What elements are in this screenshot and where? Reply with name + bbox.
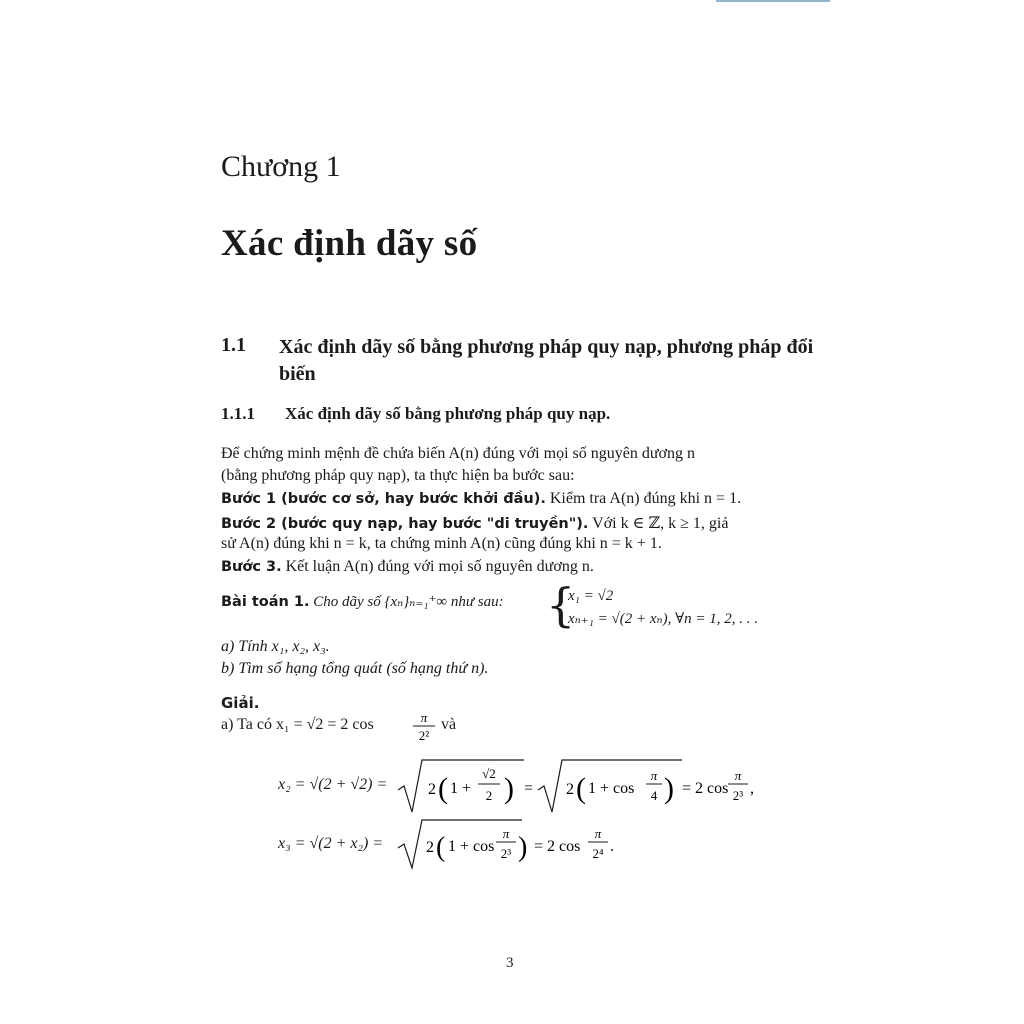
chapter-label: Chương 1 (221, 150, 341, 183)
problem-statement (221, 592, 504, 611)
x3-lhs: x₃ = √(2 + x₂) = (278, 835, 384, 852)
denominator-4: 4 (650, 788, 658, 803)
subsection-number: 1.1.1 (221, 404, 255, 423)
left-paren: ( (576, 772, 586, 805)
problem-text: Cho dãy số {xₙ}ₙ₌₁⁺∞ như sau: (313, 594, 504, 610)
step-3-text: Kết luận A(n) đúng với mọi số nguyên dương n. (281, 558, 594, 575)
numerator-pi: π (650, 768, 658, 783)
problem-label: Bài toán 1. (221, 594, 310, 610)
left-paren: ( (438, 772, 448, 805)
equals-2cos: = 2 cos (682, 780, 729, 797)
fraction-numerator: π (420, 710, 428, 725)
step-1-text: Kiểm tra A(n) đúng khi n = 1. (545, 490, 742, 507)
x3-expression (396, 816, 626, 872)
step-1-label: Bước 1 (bước cơ sở, hay bước khởi đầu). (221, 491, 546, 507)
left-brace: { (546, 578, 576, 632)
step-3 (221, 558, 594, 576)
recurrence-case-1: x₁ = √2 (568, 588, 614, 604)
right-paren: ) (664, 772, 674, 805)
step-2-label: Bước 2 (bước quy nạp, hay bước "di truyền"). (221, 516, 589, 532)
intro-line-1: Để chứng minh mệnh đề chứa biến A(n) đúng với mọi số nguyên dương n (221, 445, 695, 462)
solution-a-prefix: a) Ta có x₁ = √2 = 2 cos (221, 716, 374, 733)
chapter-title: Xác định dãy số (221, 223, 478, 264)
page-number: 3 (506, 955, 514, 971)
coefficient-2: 2 (566, 781, 574, 798)
x2-expression (396, 756, 756, 818)
comma: , (750, 780, 754, 797)
step-2 (221, 513, 728, 533)
left-paren: ( (436, 832, 446, 863)
solution-label: Giải. (221, 694, 260, 712)
one-plus-cos: 1 + cos (588, 780, 635, 797)
coefficient-2: 2 (428, 781, 436, 798)
denominator-2cubed: 2³ (732, 788, 744, 803)
section-number: 1.1 (221, 334, 246, 356)
fraction-denominator: 2² (418, 728, 430, 743)
denominator-2: 2 (485, 788, 493, 803)
one-plus-cos: 1 + cos (448, 838, 495, 855)
one-plus: 1 + (450, 780, 472, 797)
x2-lhs: x₂ = √(2 + √2) = (278, 776, 388, 793)
intro-line-2: (bằng phương pháp quy nạp), ta thực hiện ba bước sau: (221, 467, 575, 484)
solution-line-a (221, 716, 374, 734)
fraction-pi-over-2sq (409, 708, 439, 748)
period: . (610, 838, 614, 855)
denominator-2fourth: 2⁴ (592, 846, 604, 861)
part-a: a) Tính x₁, x₂, x₃. (221, 638, 330, 655)
subsection-title: Xác định dãy số bằng phương pháp quy nạp. (285, 404, 611, 423)
numerator-pi: π (502, 826, 510, 841)
equals-2cos: = 2 cos (534, 838, 581, 855)
recurrence-case-2: xₙ₊₁ = √(2 + xₙ), ∀n = 1, 2, . . . (568, 611, 758, 627)
step-1 (221, 490, 741, 508)
coefficient-2: 2 (426, 839, 434, 856)
equals: = (524, 780, 534, 797)
part-b: b) Tìm số hạng tổng quát (số hạng thứ n). (221, 660, 489, 677)
solution-a-suffix: và (441, 716, 457, 733)
numerator-pi: π (734, 768, 742, 783)
step-3-label: Bước 3. (221, 559, 282, 575)
numerator-pi: π (594, 826, 602, 841)
section-title: Xác định dãy số bằng phương pháp quy nạp, phương pháp đổi biến (279, 336, 814, 385)
denominator-2cubed: 2³ (500, 846, 512, 861)
right-paren: ) (518, 832, 528, 863)
numerator-sqrt2: √2 (482, 766, 496, 781)
step-2-text: Với k ∈ ℤ, k ≥ 1, giả (588, 515, 729, 532)
top-edge-rule (716, 0, 830, 2)
right-paren: ) (504, 772, 514, 805)
step-2-continuation: sử A(n) đúng khi n = k, ta chứng minh A(n) cũng đúng khi n = k + 1. (221, 535, 662, 552)
